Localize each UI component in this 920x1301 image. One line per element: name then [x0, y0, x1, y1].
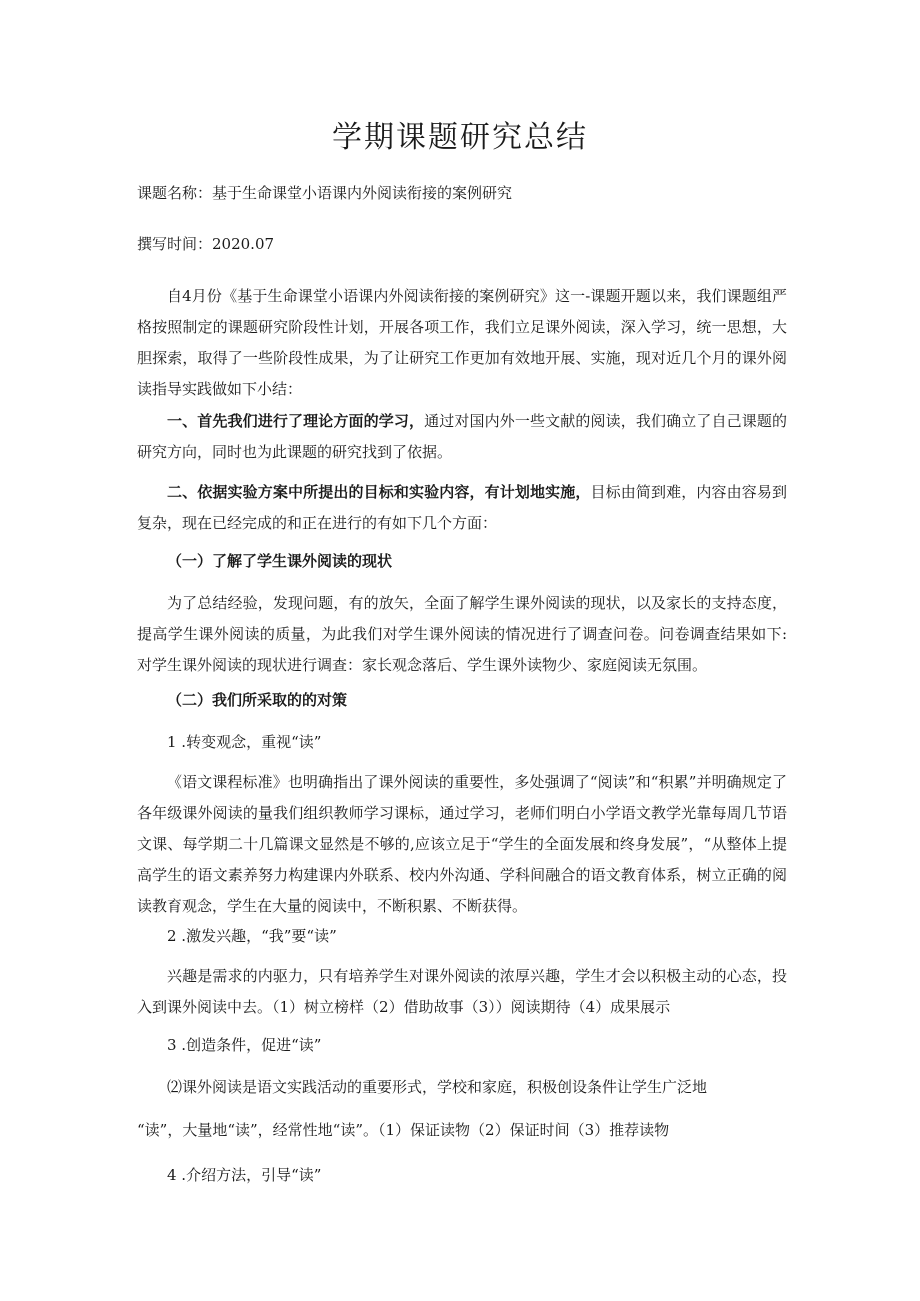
item3-title: 3 .创造条件，促进“读”	[167, 1036, 322, 1054]
item3-body-line1: ⑵课外阅读是语文实践活动的重要形式，学校和家庭，积极创设条件让学生广泛地	[167, 1078, 708, 1096]
section2-paragraph	[137, 477, 787, 539]
document-title: 学期课题研究总结	[332, 120, 588, 155]
item1-paragraph: 《语文课程标准》也明确指出了课外阅读的重要性，多处强调了“阅读”和“积累”并明确规定了各年级课外阅读的量我们组织教师学习课标，通过学习，老师们明白小学语文教学光靠每周几节语文课、每学期二十几篇课文显然是不够的,应该立足于“学生的全面发展和终身发展”，“从整体上提高学生的语文素养努力构建课内外联系、校内外沟通、学科间融合的语文教育体系，树立正确的阅读教育观念，学生在大量的阅读中，不断积累、不断获得。	[137, 773, 787, 915]
sub1-paragraph: 为了总结经验，发现问题，有的放矢，全面了解学生课外阅读的现状，以及家长的支持态度，提高学生课外阅读的质量，为此我们对学生课外阅读的情况进行了调查问卷。问卷调查结果如下:对学生课外阅读的现状进行调查：家长观念落后、学生课外读物少、家庭阅读无氛围。	[137, 594, 787, 674]
item2-title: 2 .激发兴趣，“我”要“读”	[167, 927, 337, 945]
section1-heading: 一、首先我们进行了理论方面的学习，	[167, 412, 425, 430]
item3-body-line2: “读”，大量地“读”，经常性地“读”。（1）保证读物（2）保证时间（3）推荐读物	[137, 1121, 670, 1139]
date-line: 撰写时间：2020.07	[137, 235, 275, 253]
section1-body: 通过对国内外一些文献的阅读，我们确立了自己课题的研究方向，同时也为此课题的研究找到了依据。	[137, 412, 787, 461]
section2-body: 目标由简到难，内容由容易到复杂，现在已经完成的和正在进行的有如下几个方面：	[137, 483, 787, 532]
item1-title: 1 .转变观念，重视“读”	[167, 733, 322, 751]
sub1-title: （一）了解了学生课外阅读的现状	[167, 552, 393, 570]
section1-paragraph	[137, 406, 787, 468]
section2-heading: 二、依据实验方案中所提出的目标和实验内容，有计划地实施，	[167, 483, 591, 501]
topic-line: 课题名称：基于生命课堂小语课内外阅读衔接的案例研究	[137, 184, 513, 202]
sub2-title: （二）我们所采取的的对策	[167, 691, 348, 709]
intro-paragraph: 自4月份《基于生命课堂小语课内外阅读衔接的案例研究》这一-课题开题以来，我们课题组严格按照制定的课题研究阶段性计划，开展各项工作，我们立足课外阅读，深入学习，统一思想，大胆探索，取得了一些阶段性成果，为了让研究工作更加有效地开展、实施，现对近几个月的课外阅读指导实践做如下小结：	[137, 287, 787, 398]
item4-title: 4 .介绍方法，引导“读”	[167, 1166, 322, 1184]
item2-paragraph: 兴趣是需求的内驱力，只有培养学生对课外阅读的浓厚兴趣，学生才会以积极主动的心态，投入到课外阅读中去。（1）树立榜样（2）借助故事（3））阅读期待（4）成果展示	[137, 967, 787, 1016]
